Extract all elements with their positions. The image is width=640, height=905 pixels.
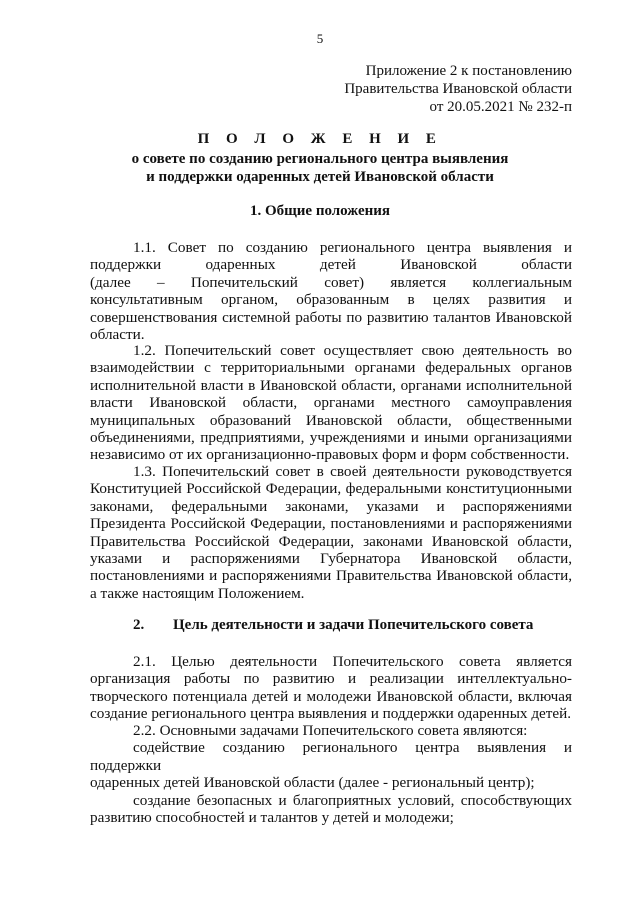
text-line: постановлениями и распоряжениями Правительства Ивановской области, xyxy=(90,567,572,585)
document-subtitle xyxy=(0,150,640,186)
paragraph-1-3 xyxy=(90,463,572,602)
text-line: создание регионального центра выявления и поддержки одаренных детей. xyxy=(90,705,572,723)
subtitle-line: и поддержки одаренных детей Ивановской области xyxy=(146,169,494,185)
text-line: совершенствования системной работы по развитию талантов Ивановской xyxy=(90,308,572,326)
section-2-heading xyxy=(133,616,533,634)
text-line: организация работы по развитию и реализации интеллектуально- xyxy=(90,670,572,688)
text-line: консультативным органом, образованным в целях развития и xyxy=(90,291,572,309)
text-line: развитию способностей и талантов у детей и молодежи; xyxy=(90,809,454,827)
text-line: указами и распоряжениями Губернатора Ивановской области, xyxy=(90,550,572,568)
text-line: Правительства Российской Федерации, законами Ивановской области, xyxy=(90,532,572,550)
paragraph-2-2 xyxy=(90,722,572,826)
text-line: (далее – Попечительский совет) является коллегиальным xyxy=(90,273,572,291)
text-line: 2.2. Основными задачами Попечительского совета являются: xyxy=(133,722,528,739)
text-line: независимо от их организационно-правовых форм и форм собственности. xyxy=(90,446,570,464)
text-line: Президента Российской Федерации, постановлениями и распоряжениями xyxy=(90,515,572,533)
appendix-line: Приложение 2 к постановлению xyxy=(365,63,572,79)
appendix-note xyxy=(300,62,572,116)
text-line: а также настоящим Положением. xyxy=(90,584,305,602)
text-line: одаренных детей Ивановской области (далее - региональный центр); xyxy=(90,774,535,792)
document-title: П О Л О Ж Е Н И Е xyxy=(197,131,443,147)
page-number: 5 xyxy=(316,31,324,46)
text-line: муниципальных образований Ивановской области, общественными xyxy=(90,411,572,429)
text-line: исполнительной власти в Ивановской области, органами исполнительной xyxy=(90,376,572,394)
subtitle-line: о совете по созданию регионального центра выявления xyxy=(131,151,509,167)
text-line: 2.1. Целью деятельности Попечительского совета является xyxy=(133,653,572,670)
text-line: 1.1. Совет по созданию регионального центра выявления и xyxy=(133,239,572,256)
text-line: взаимодействии с территориальными органами федеральных органов xyxy=(90,359,572,377)
section-2-number: 2. xyxy=(133,617,145,633)
text-line: 1.3. Попечительский совет в своей деятельности руководствуется xyxy=(133,463,572,480)
text-line: поддержки одаренных детей Ивановской области xyxy=(90,256,572,274)
paragraph-2-1 xyxy=(90,653,572,723)
section-2-title: Цель деятельности и задачи Попечительского совета xyxy=(173,617,534,633)
text-line: области. xyxy=(90,326,145,344)
appendix-line: Правительства Ивановской области xyxy=(344,81,572,97)
paragraph-1-1 xyxy=(90,239,572,343)
text-line: 1.2. Попечительский совет осуществляет свою деятельность во xyxy=(133,342,572,359)
text-line: творческого потенциала детей и молодежи Ивановской области, включая xyxy=(90,687,572,705)
appendix-line: от 20.05.2021 № 232-п xyxy=(429,99,572,115)
text-line: создание безопасных и благоприятных условий, способствующих xyxy=(133,791,572,809)
text-line: содействие созданию регионального центра выявления и поддержки xyxy=(90,739,572,774)
section-1-heading: 1. Общие положения xyxy=(249,203,391,219)
paragraph-1-2 xyxy=(90,342,572,464)
text-line: власти Ивановской области, органами местного самоуправления xyxy=(90,394,572,412)
text-line: законами, федеральными законами, указами и распоряжениями xyxy=(90,497,572,515)
text-line: объединениями, предприятиями, учреждениями и иными организациями xyxy=(90,429,572,447)
text-line: Конституцией Российской Федерации, федеральными конституционными xyxy=(90,480,572,498)
